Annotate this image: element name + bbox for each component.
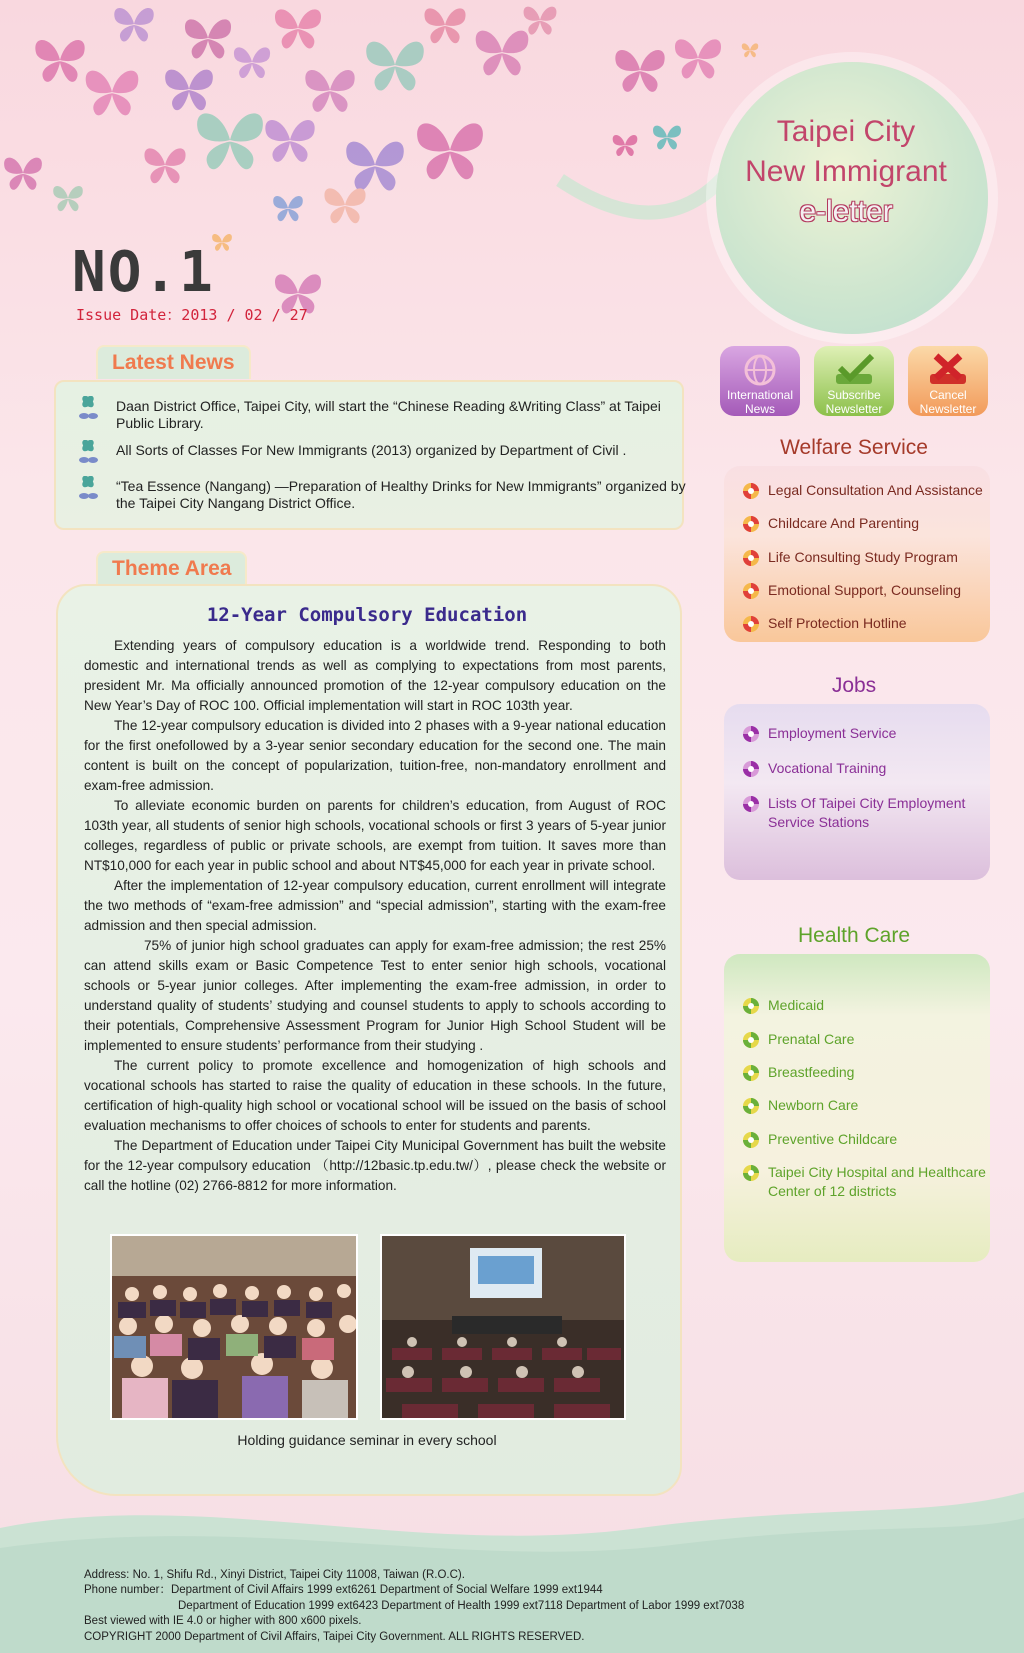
pinwheel-icon [742, 549, 760, 567]
leaf-bullet-icon [74, 396, 102, 424]
news-item-text: Daan District Office, Taipei City, will start the “Chinese Reading &Writing Class” at Taipei Public Library. [116, 398, 661, 431]
health-item-label: Prenatal Care [768, 1031, 855, 1047]
theme-paragraph: The 12-year compulsory education is divided into 2 phases with a 9-year national education for the first onefollowed by a 3-year senior secondary education for the second one. The main content is built on the concept of popularization, tuition-free, non-mandatory enrollment and exam-free admission. [84, 718, 666, 793]
pinwheel-icon [742, 760, 760, 778]
health-item[interactable] [724, 1163, 998, 1201]
leaf-bullet-icon [74, 440, 102, 468]
footer-phone-line1: Department of Civil Affairs 1999 ext6261 Department of Social Welfare 1999 ext1944 [170, 1584, 603, 1597]
button-label: Subscribe [827, 388, 881, 402]
health-item-label: Preventive Childcare [768, 1131, 898, 1147]
cancel-newsletter-button[interactable] [908, 346, 988, 416]
footer-phone-label: Phone number： [84, 1584, 171, 1597]
photo-caption: Holding guidance seminar in every school [237, 1432, 497, 1448]
jobs-item-label: Lists Of Taipei City Employment Service Stations [768, 795, 966, 830]
subscribe-newsletter-button[interactable] [814, 346, 894, 416]
health-item[interactable] [724, 1096, 988, 1115]
issue-date: Issue Date：2013 / 02 / 27 [76, 306, 308, 324]
theme-body [84, 636, 666, 1196]
button-label: Newsletter [825, 402, 883, 416]
welfare-item[interactable] [724, 481, 988, 500]
health-item[interactable] [724, 1130, 988, 1149]
theme-paragraph: The Department of Education under Taipei City Municipal Government has built the website for the 12-year compulsory education （http://12basic.tp.edu.tw/）, please check the website or call the hotline (02) 2766-8812 for more information. [84, 1138, 666, 1193]
checkmark-icon [814, 352, 894, 388]
theme-title: 12-Year Compulsory Education [206, 604, 528, 626]
theme-paragraph: After the implementation of 12-year compulsory education, current enrollment will integrate the two methods of “exam-free admission” and “special admission”, starting with the exam-free admission and then special admission. [84, 878, 666, 933]
health-item[interactable] [724, 996, 988, 1015]
news-item[interactable] [60, 478, 696, 512]
jobs-heading: Jobs [831, 674, 877, 697]
issue-number: NO.1 [72, 240, 215, 305]
button-label: Newsletter [919, 402, 977, 416]
butterfly-small-icon [610, 110, 690, 170]
leaf-bullet-icon [74, 476, 102, 504]
footer-phone [84, 1583, 744, 1598]
title-line2: New Immigrant [745, 155, 947, 188]
news-item[interactable] [60, 398, 696, 432]
health-item[interactable] [724, 1030, 988, 1049]
footer-copyright: COPYRIGHT 2000 Department of Civil Affairs, Taipei City Government. ALL RIGHTS RESERVED. [84, 1630, 585, 1643]
health-item-label: Newborn Care [768, 1097, 859, 1113]
close-icon [908, 352, 988, 388]
health-item-label: Taipei City Hospital and Healthcare Center of 12 districts [768, 1164, 986, 1199]
seminar-photo-audience [110, 1234, 358, 1420]
pinwheel-icon [742, 1097, 760, 1115]
footer-phone-line2: Department of Education 1999 ext6423 Department of Health 1999 ext7118 Department of Labor 1999 ext7038 [178, 1599, 745, 1612]
globe-icon [720, 352, 800, 388]
welfare-item[interactable] [724, 514, 988, 533]
jobs-panel [724, 704, 990, 880]
seminar-photo-lecture-hall [380, 1234, 626, 1420]
title-line1: Taipei City [776, 115, 916, 148]
health-heading: Health Care [797, 924, 911, 947]
pinwheel-icon [742, 1131, 760, 1149]
welfare-item-label: Self Protection Hotline [768, 615, 907, 631]
pinwheel-icon [742, 1164, 760, 1182]
pinwheel-icon [742, 1031, 760, 1049]
footer [84, 1568, 744, 1645]
jobs-item-label: Employment Service [768, 725, 897, 741]
title-line3: e-letter [799, 195, 893, 228]
welfare-heading: Welfare Service [780, 436, 928, 459]
welfare-item[interactable] [724, 548, 988, 567]
welfare-item-label: Childcare And Parenting [768, 515, 919, 531]
theme-paragraph: To alleviate economic burden on parents for children’s education, from August of ROC 103th year, all students of senior high schools, vocational schools or first 3 years of 5-year junior colleges, regardless of public or private schools, are exempt from tuition. It saves more than NT$10,000 for each year in public school and about NT$45,000 for each year in private school. [84, 798, 666, 873]
button-label: News [744, 402, 775, 416]
welfare-item[interactable] [724, 581, 988, 600]
health-item-label: Breastfeeding [768, 1064, 855, 1080]
theme-paragraph: 75% of junior high school graduates can apply for exam-free admission; the rest 25% can attend skills exam or Basic Competence Test to enter senior high schools, vocational schools or 5-year junior colleges. After implementing the exam-free admission, in order to understand quality of students’ studying and counsel students to apply to schools according to their potentials, Comprehensive Assessment Program for Junior High School Student will be implemented to ensure students’ performance from their studying . [84, 938, 666, 1053]
international-news-button[interactable] [720, 346, 800, 416]
tab-latest-news[interactable]: Latest News [96, 345, 251, 379]
welfare-item[interactable] [724, 614, 988, 633]
health-panel [724, 954, 990, 1262]
theme-paragraph: Extending years of compulsory education is a worldwide trend. Responding to both domestic and international trends as well as complying to expectations from most parents, president Mr. Ma officially announced promotion of the 12-year compulsory education on the New Year’s Day of ROC 100. Official implementation will start in ROC 103th year. [84, 638, 666, 713]
health-item-label: Medicaid [768, 997, 825, 1013]
footer-browser: Best viewed with IE 4.0 or higher with 800 x600 pixels. [84, 1615, 362, 1628]
news-item-text: “Tea Essence (Nangang) —Preparation of Healthy Drinks for New Immigrants” organized by the Taipei City Nangang District Office. [116, 478, 686, 511]
jobs-item[interactable] [724, 794, 988, 832]
news-item-text: All Sorts of Classes For New Immigrants (2013) organized by Department of Civil . [116, 442, 627, 458]
newsletter-title [716, 112, 976, 232]
theme-paragraph: The current policy to promote excellence and homogenization of high schools and vocational schools has started to raise the quality of education in these schools. In the future, certification of high-quality high school or vocational school will be issued on the basis of school evaluation mechanisms to offer choices of schools to enter for students and parents. [84, 1058, 666, 1133]
pinwheel-icon [742, 615, 760, 633]
health-item[interactable] [724, 1063, 988, 1082]
footer-address: Address: No. 1, Shifu Rd., Xinyi District, Taipei City 11008, Taiwan (R.O.C). [84, 1569, 465, 1581]
button-label: International [726, 388, 794, 402]
welfare-item-label: Life Consulting Study Program [768, 549, 958, 565]
pinwheel-icon [742, 515, 760, 533]
welfare-item-label: Emotional Support, Counseling [768, 582, 962, 598]
news-item[interactable] [60, 442, 696, 459]
button-label: Cancel [929, 388, 967, 402]
jobs-item[interactable] [724, 759, 988, 778]
pinwheel-icon [742, 582, 760, 600]
welfare-item-label: Legal Consultation And Assistance [768, 482, 983, 498]
pinwheel-icon [742, 997, 760, 1015]
pinwheel-icon [742, 725, 760, 743]
pinwheel-icon [742, 1064, 760, 1082]
welfare-panel [724, 466, 990, 642]
pinwheel-icon [742, 482, 760, 500]
tab-theme-area[interactable]: Theme Area [96, 551, 247, 585]
jobs-item[interactable] [724, 724, 988, 743]
pinwheel-icon [742, 795, 760, 813]
jobs-item-label: Vocational Training [768, 760, 887, 776]
